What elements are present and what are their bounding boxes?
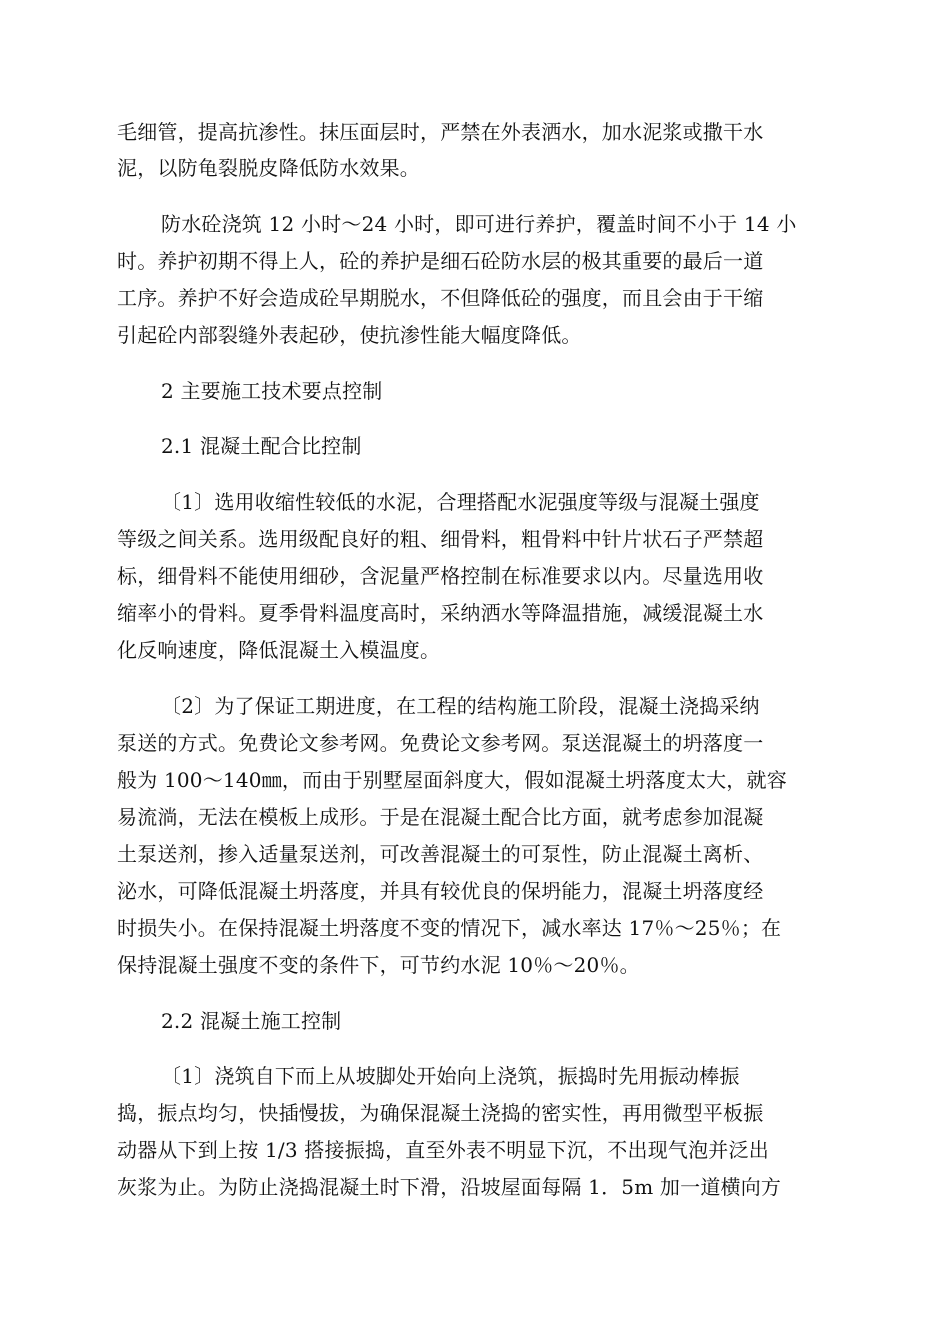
text-line-10: 等级之间关系。选用级配良好的粗、细骨料，粗骨料中针片状石子严禁超 (117, 527, 764, 551)
text-line-14: 〔2〕为了保证工期进度，在工程的结构施工阶段，混凝土浇捣采纳 (161, 694, 760, 718)
text-line-24: 捣，振点均匀，快插慢拔，为确保混凝土浇捣的密实性，再用微型平板振 (117, 1101, 764, 1125)
text-line-17: 易流淌，无法在模板上成形。于是在混凝土配合比方面，就考虑参加混凝 (117, 805, 764, 829)
text-line-13: 化反响速度，降低混凝土入模温度。 (117, 638, 441, 662)
text-line-12: 缩率小的骨料。夏季骨料温度高时，采纳洒水等降温措施，减缓混凝土水 (117, 601, 764, 625)
text-line-11: 标，细骨料不能使用细砂，含泥量严格控制在标准要求以内。尽量选用收 (117, 564, 764, 588)
section-heading-2-1: 2.1 混凝土配合比控制 (161, 434, 362, 458)
text-line-23: 〔1〕浇筑自下而上从坡脚处开始向上浇筑，振捣时先用振动棒振 (161, 1064, 740, 1088)
text-line-9: 〔1〕选用收缩性较低的水泥，合理搭配水泥强度等级与混凝土强度 (161, 490, 760, 514)
text-line-5: 工序。养护不好会造成砼早期脱水，不但降低砼的强度，而且会由于干缩 (117, 286, 764, 310)
text-line-2: 泥，以防龟裂脱皮降低防水效果。 (117, 156, 420, 180)
text-line-6: 引起砼内部裂缝外表起砂，使抗渗性能大幅度降低。 (117, 323, 582, 347)
text-line-20: 时损失小。在保持混凝土坍落度不变的情况下，减水率达 17％～25％；在 (117, 916, 782, 940)
text-line-21: 保持混凝土强度不变的条件下，可节约水泥 10％～20％。 (117, 953, 640, 977)
text-line-3: 防水砼浇筑 12 小时～24 小时，即可进行养护，覆盖时间不小于 14 小 (161, 212, 797, 236)
text-line-25: 动器从下到上按 1/3 搭接振捣，直至外表不明显下沉，不出现气泡并泛出 (117, 1138, 769, 1162)
text-line-15: 泵送的方式。免费论文参考网。免费论文参考网。泵送混凝土的坍落度一 (117, 731, 764, 755)
text-line-19: 泌水，可降低混凝土坍落度，并具有较优良的保坍能力，混凝土坍落度经 (117, 879, 764, 903)
text-line-18: 土泵送剂，掺入适量泵送剂，可改善混凝土的可泵性，防止混凝土离析、 (117, 842, 764, 866)
section-heading-2-2: 2.2 混凝土施工控制 (161, 1009, 342, 1033)
text-line-26: 灰浆为止。为防止浇捣混凝土时下滑，沿坡屋面每隔 1．5m 加一道横向方 (117, 1175, 782, 1199)
text-line-1: 毛细管，提高抗渗性。抹压面层时，严禁在外表洒水，加水泥浆或撒干水 (117, 120, 764, 144)
section-heading-2: 2 主要施工技术要点控制 (161, 379, 383, 403)
text-line-4: 时。养护初期不得上人，砼的养护是细石砼防水层的极其重要的最后一道 (117, 249, 764, 273)
text-line-16: 般为 100～140㎜，而由于别墅屋面斜度大，假如混凝土坍落度太大，就容 (117, 768, 787, 792)
